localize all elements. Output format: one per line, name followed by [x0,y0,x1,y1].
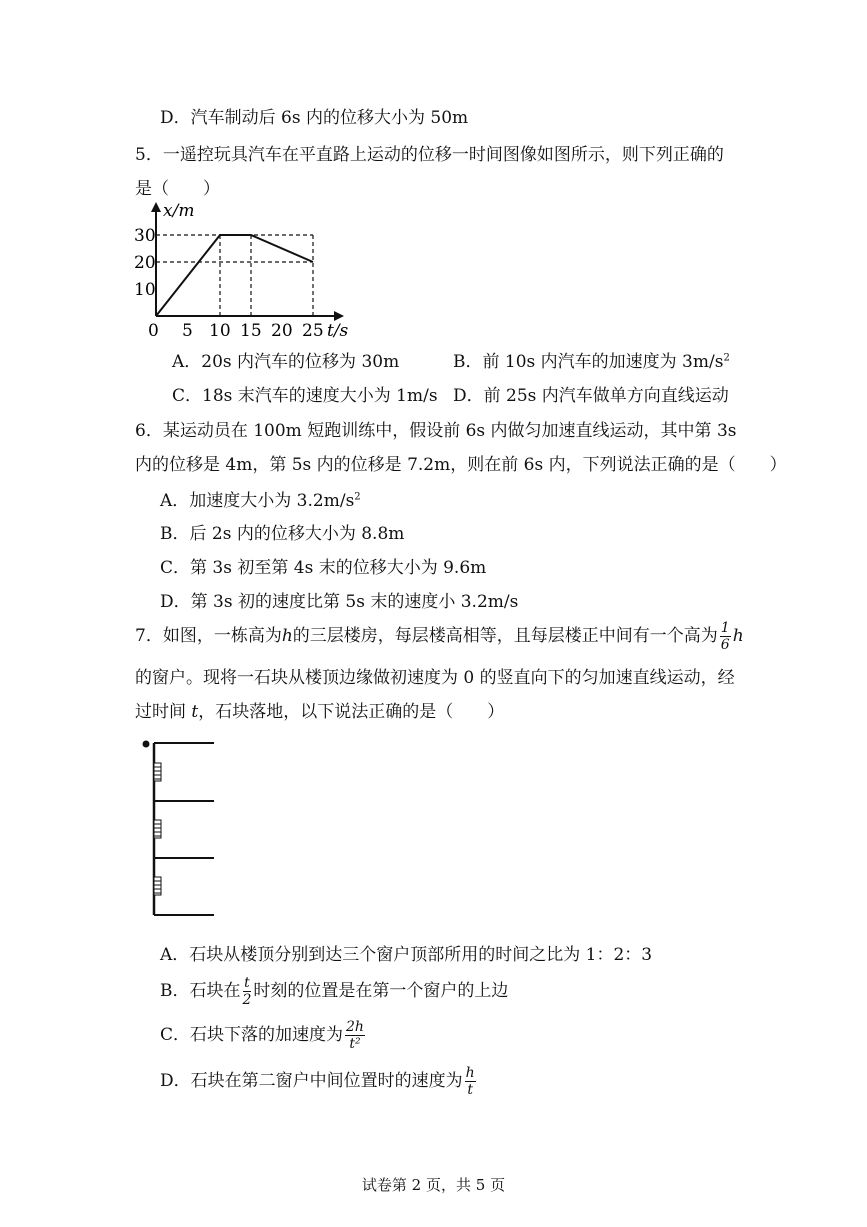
window-2 [154,820,161,838]
q4-option-d: D．汽车制动后 6s 内的位移大小为 50m [160,108,469,128]
q6-option-d: D．第 3s 初的速度比第 5s 末的速度小 3.2m/s [160,592,519,612]
q5-ytick-30: 30 [134,226,156,246]
q6-stem-line1: 6．某运动员在 100m 短跑训练中，假设前 6s 内做匀加速直线运动，其中第 3s [135,421,737,441]
page-footer: 试卷第 2 页，共 5 页 [361,1176,506,1194]
q7-stem-line1: 7．如图，一栋高为h的三层楼房，每层楼高相等，且每层楼正中间有一个高为 $\frac{1}{6}$ h [135,620,744,653]
q5-ytick-20: 20 [134,253,156,273]
q7-option-b: B．石块在 $\frac{t}{2}$ 时刻的位置是在第一个窗户的上边 [160,975,509,1008]
q5-xt-line [156,235,313,316]
q5-xtick-20: 20 [271,321,293,340]
q5-ylabel: x/m [163,201,195,221]
q7-stem-line3: 过时间 t，石块落地，以下说法正确的是（ ） [135,702,505,722]
q7-building-figure [138,736,220,920]
q5-option-a: A．20s 内汽车的位移为 30m [172,352,400,372]
q5-option-b: B．前 10s 内汽车的加速度为 $3m/s^2$ [453,352,730,372]
q6-option-b: B．后 2s 内的位移大小为 8.8m [160,524,405,544]
q5-xlabel: t/s [327,321,349,340]
q5-xtick-25: 25 [302,321,324,340]
q5-xtick-10: 10 [209,321,231,340]
q6-option-a: A．加速度大小为 $3.2m/s^2$ [160,491,361,511]
window-1 [154,763,161,781]
q5-stem-line2: 是（ ） [135,179,220,199]
q5-stem-line1: 5．一遥控玩具汽车在平直路上运动的位移一时间图像如图所示，则下列正确的 [135,145,724,165]
q7-stem-line2: 的窗户。现将一石块从楼顶边缘做初速度为 0 的竖直向下的匀加速直线运动，经 [135,668,735,688]
q5-ytick-10: 10 [134,280,156,300]
q7-option-d: D．石块在第二窗户中间位置时的速度为 $\frac{h}{t}$ [160,1065,475,1098]
q6-stem-line2: 内的位移是 4m，第 5s 内的位移是 7.2m，则在前 6s 内，下列说法正确的是（ ） [135,455,787,475]
q5-option-c: C．18s 末汽车的速度大小为 1m/s [172,386,438,406]
q7-option-a: A．石块从楼顶分别到达三个窗户顶部所用的时间之比为 1：2：3 [160,945,653,965]
q6-option-c: C．第 3s 初至第 4s 末的位移大小为 9.6m [160,558,487,578]
q7-fraction-one-sixth: $\frac{1}{6}$ [720,620,730,653]
q5-option-d: D．前 25s 内汽车做单方向直线运动 [453,386,729,406]
q5-xt-graph [130,198,360,340]
q5-xtick-15: 15 [240,321,262,340]
q7-option-c: C．石块下落的加速度为 $\frac{2h}{\text{t²}}$ [160,1019,364,1052]
stone-dot [143,741,150,748]
q5-xtick-5: 5 [182,321,193,340]
q5-xtick-0: 0 [148,321,159,340]
window-3 [154,877,161,895]
